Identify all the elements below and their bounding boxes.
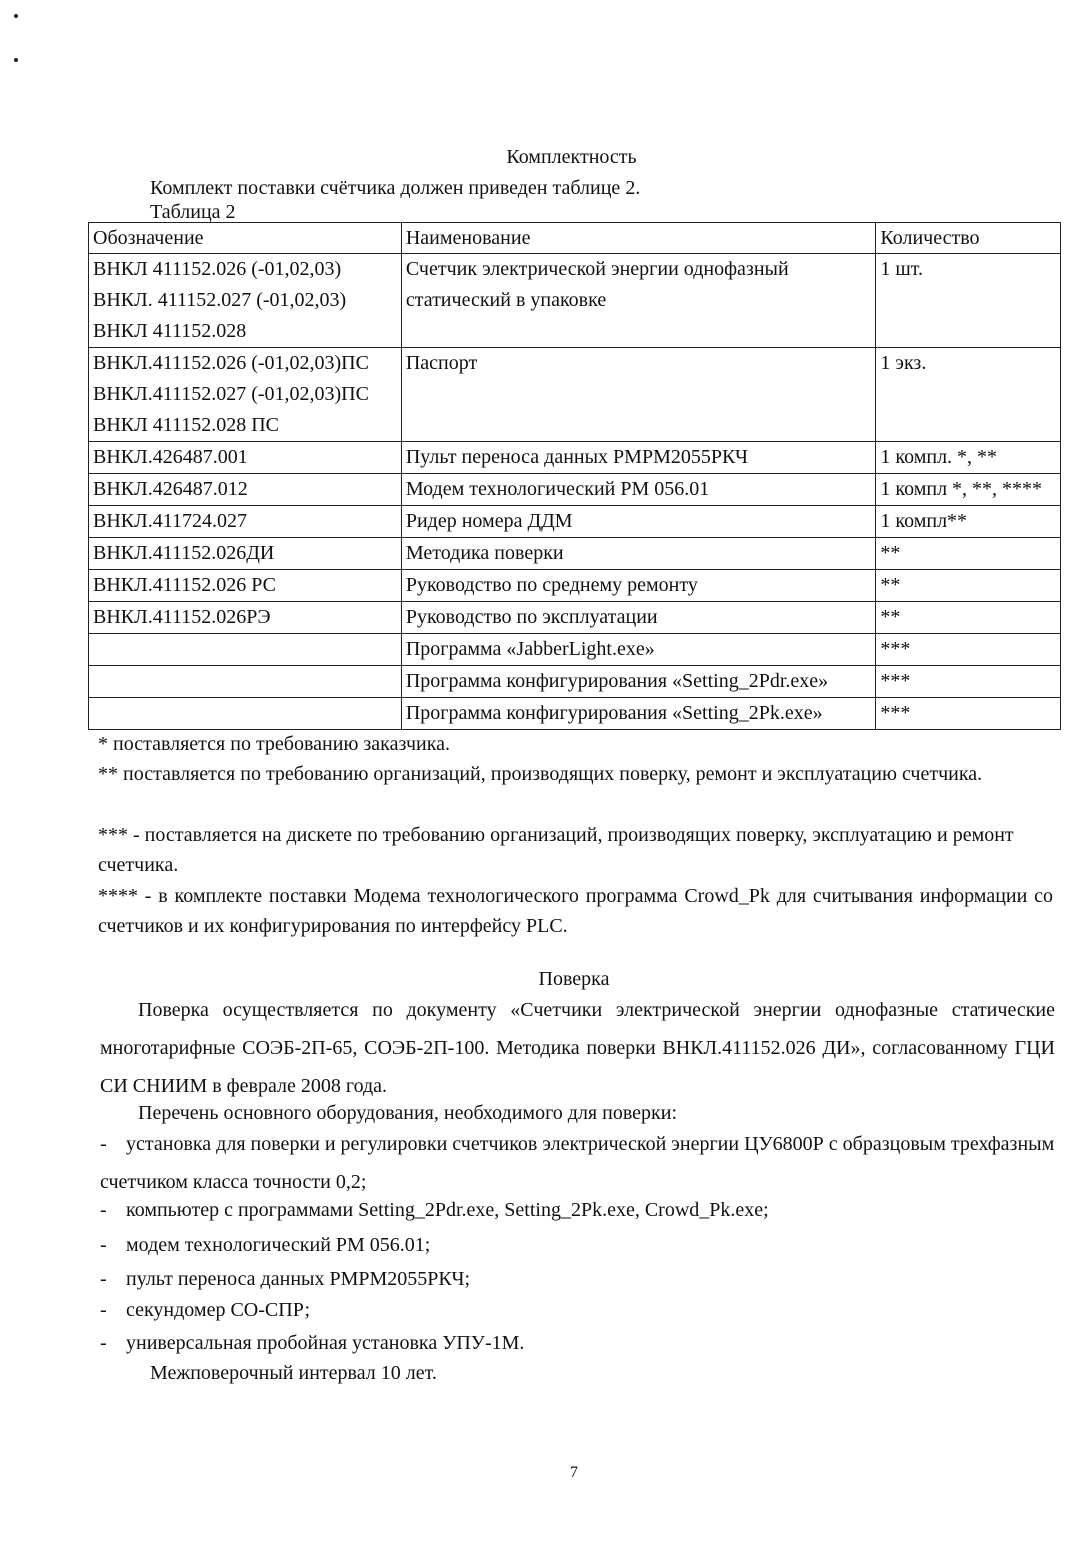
list-dash: - [100,1268,107,1290]
cell-name: Ридер номера ДДМ [401,506,876,538]
table-header-row [89,223,1061,254]
designation-line: ВНКЛ.411152.026 (-01,02,03)ПС [93,352,369,374]
table-row [89,634,1061,666]
cell-quantity: ** [876,538,1061,570]
cell-name: Программа конфигурирования «Setting_2Pk.exe» [401,698,876,730]
designation-line: ВНКЛ 411152.028 [93,320,247,342]
equipment-item-text: модем технологический РМ 056.01; [126,1234,431,1256]
table-row [89,698,1061,730]
delivery-set-table [88,222,1061,730]
cell-quantity: *** [876,634,1061,666]
cell-designation [89,634,402,666]
cell-name: Программа конфигурирования «Setting_2Pdr.exe» [401,666,876,698]
footnote-1: * поставляется по требованию заказчика. [98,733,451,755]
cell-designation: ВНКЛ.411724.027 [89,506,402,538]
table-row [89,506,1061,538]
list-dash: - [100,1199,107,1221]
cell-designation [89,698,402,730]
cell-designation: ВНКЛ.411152.026РЭ [89,602,402,634]
cell-name: Руководство по среднему ремонту [401,570,876,602]
cell-designation [89,348,402,442]
designation-line: ВНКЛ 411152.028 ПС [93,414,279,436]
list-dash: - [100,1332,107,1354]
cell-quantity: 1 экз. [876,348,1061,442]
equipment-item [100,1324,1055,1362]
scan-mark [14,58,18,62]
cell-name: Модем технологический РМ 056.01 [401,474,876,506]
section-title-completeness: Комплектность [506,146,637,168]
list-dash: - [100,1299,107,1321]
cell-designation: ВНКЛ.426487.012 [89,474,402,506]
cell-name [401,348,876,442]
equipment-item-text: секундомер СО-СПР; [126,1299,311,1321]
cell-quantity: 1 компл. *, ** [876,442,1061,474]
table-row [89,570,1061,602]
cell-name: Методика поверки [401,538,876,570]
cell-name [401,254,876,348]
footnote-2: ** поставляется по требованию организаций, производящих поверку, ремонт и эксплуатацию счетчика. [98,763,983,785]
equipment-item [100,1226,1055,1264]
table-row [89,602,1061,634]
section-intro: Комплект поставки счётчика должен приведен таблице 2. [150,177,641,199]
list-dash: - [100,1234,107,1256]
verification-paragraph: Поверка осуществляется по документу «Счетчики электрической энергии однофазные статические многотарифные СОЭБ-2П-65, СОЭБ-2П-100. Методика поверки ВНКЛ.411152.026 ДИ», согласованному ГЦИ СИ СНИИМ в феврале 2008 года. [100,999,1055,1097]
designation-line: ВНКЛ. 411152.027 (-01,02,03) [93,289,347,311]
footnote-4: **** - в комплекте поставки Модема технологического программа Crowd_Pk для считывания информации со счетчиков и их конфигурирования по интерфейсу PLC. [98,885,1053,937]
verification-interval: Межповерочный интервал 10 лет. [150,1362,437,1384]
equipment-list-intro: Перечень основного оборудования, необходимого для поверки: [138,1102,678,1124]
table-row [89,442,1061,474]
scan-mark [14,14,18,18]
page-number: 7 [570,1464,578,1481]
cell-designation [89,666,402,698]
section-title-verification: Поверка [538,968,610,990]
cell-quantity: ** [876,570,1061,602]
footnote-3: *** - поставляется на дискете по требованию организаций, производящих поверку, эксплуатацию и ремонт счетчика. [98,824,1014,876]
equipment-item [100,1191,1055,1229]
cell-quantity: 1 компл *, **, **** [876,474,1061,506]
cell-quantity: *** [876,698,1061,730]
name-line: статический в упаковке [405,289,607,311]
equipment-item-text: пульт переноса данных РМРМ2055РКЧ; [126,1268,471,1290]
designation-line: ВНКЛ.411152.027 (-01,02,03)ПС [93,383,369,405]
table-row [89,348,1061,442]
cell-name: Пульт переноса данных РМРМ2055РКЧ [401,442,876,474]
table-row [89,474,1061,506]
equipment-item-text: универсальная пробойная установка УПУ-1М. [126,1332,525,1354]
equipment-item-text: компьютер с программами Setting_2Pdr.exe, Setting_2Pk.exe, Crowd_Pk.exe; [126,1199,769,1221]
cell-designation: ВНКЛ.426487.001 [89,442,402,474]
table-row [89,538,1061,570]
table-caption: Таблица 2 [150,201,236,223]
equipment-item [100,1125,1055,1201]
cell-designation [89,254,402,348]
list-dash: - [100,1133,107,1155]
name-line: Паспорт [405,352,478,374]
cell-quantity: 1 шт. [876,254,1061,348]
cell-designation: ВНКЛ.411152.026ДИ [89,538,402,570]
header-quantity: Количество [876,223,1061,254]
cell-designation: ВНКЛ.411152.026 РС [89,570,402,602]
cell-quantity: 1 компл** [876,506,1061,538]
table-row [89,666,1061,698]
cell-quantity: ** [876,602,1061,634]
table-row [89,254,1061,348]
header-name: Наименование [401,223,876,254]
cell-name: Руководство по эксплуатации [401,602,876,634]
cell-quantity: *** [876,666,1061,698]
header-designation: Обозначение [89,223,402,254]
name-line: Счетчик электрической энергии однофазный [405,258,789,280]
equipment-item-text: установка для поверки и регулировки счетчиков электрической энергии ЦУ6800Р с образцовым трехфазным счетчиком класса точности 0,2; [100,1133,1055,1193]
cell-name: Программа «JabberLight.exe» [401,634,876,666]
designation-line: ВНКЛ 411152.026 (-01,02,03) [93,258,342,280]
